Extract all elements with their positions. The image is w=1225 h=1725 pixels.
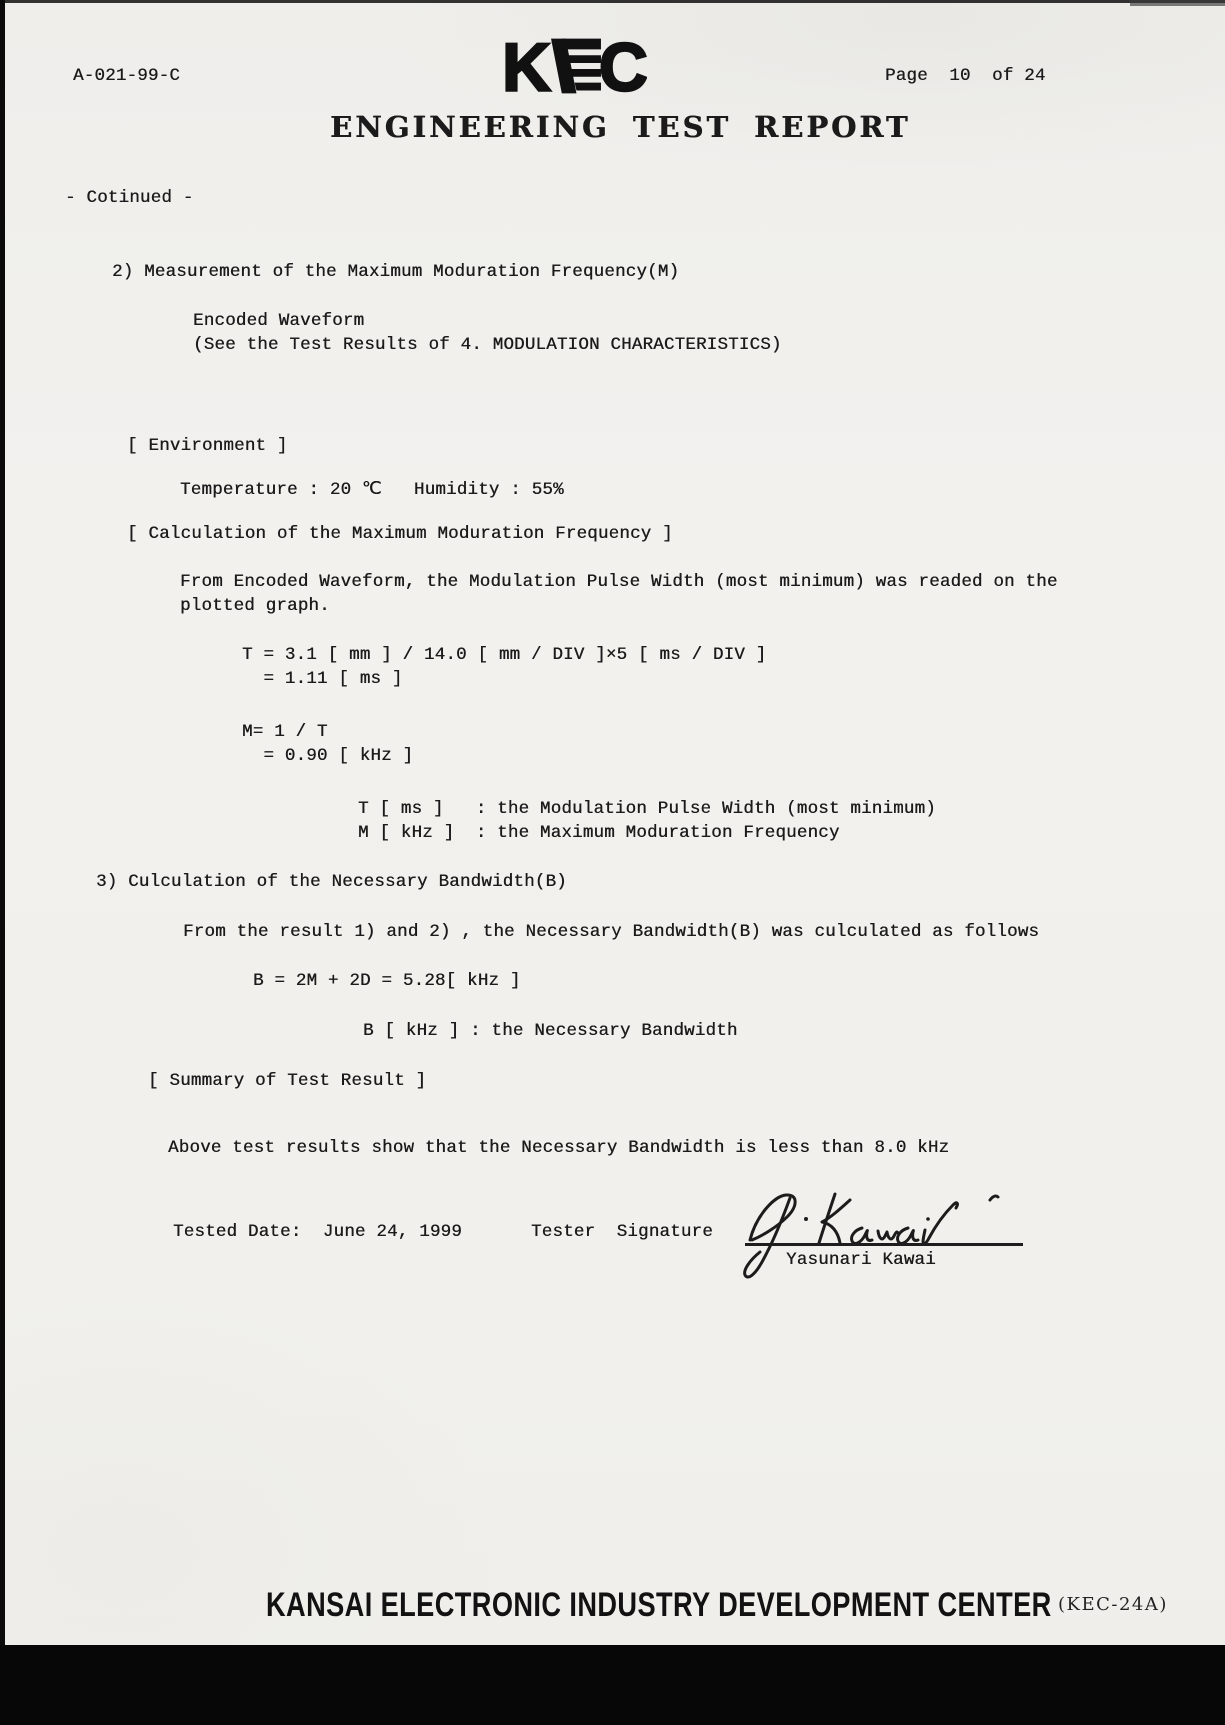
encoded-waveform-label: Encoded Waveform: [193, 311, 365, 331]
formula-m-line2: = 0.90 [ kHz ]: [242, 746, 414, 766]
tester-signature-handwriting: [738, 1188, 1028, 1288]
formula-t-line2: = 1.11 [ ms ]: [242, 669, 403, 689]
organization-name: KANSAI ELECTRONIC INDUSTRY DEVELOPMENT CENTER: [266, 1586, 1052, 1624]
calculation-paragraph-line2: plotted graph.: [180, 596, 330, 616]
scan-left-edge: [0, 0, 5, 1725]
legend-t: T [ ms ] : the Modulation Pulse Width (most minimum): [358, 799, 936, 819]
formula-m-line1: M= 1 / T: [242, 722, 328, 742]
scan-top-edge: [0, 0, 1225, 3]
environment-values: Temperature : 20 ℃ Humidity : 55%: [180, 480, 564, 500]
signature-underline: [745, 1243, 1023, 1246]
tested-date: Tested Date: June 24, 1999: [173, 1222, 462, 1242]
legend-m: M [ kHz ] : the Maximum Moduration Frequency: [358, 823, 840, 843]
svg-text:K: K: [505, 34, 551, 98]
page-title: ENGINEERING TEST REPORT: [330, 110, 911, 144]
calculation-heading: [ Calculation of the Maximum Moduration Frequency ]: [127, 524, 673, 544]
summary-statement: Above test results show that the Necessary Bandwidth is less than 8.0 kHz: [168, 1138, 950, 1158]
legend-b: B [ kHz ] : the Necessary Bandwidth: [363, 1021, 738, 1041]
formula-b: B = 2M + 2D = 5.28[ kHz ]: [253, 971, 521, 991]
doc-number: A-021-99-C: [73, 66, 181, 86]
section3-paragraph: From the result 1) and 2) , the Necessary Bandwidth(B) was culculated as follows: [183, 922, 1040, 942]
signer-printed-name: Yasunari Kawai: [786, 1250, 936, 1270]
tester-signature-label: Tester Signature: [531, 1222, 713, 1242]
see-test-results-note: (See the Test Results of 4. MODULATION CHARACTERISTICS): [193, 335, 782, 355]
kec-logo: [505, 34, 647, 98]
environment-heading: [ Environment ]: [127, 436, 288, 456]
kec-logo-icon: [505, 34, 647, 98]
section3-heading: 3) Culculation of the Necessary Bandwidth(B): [96, 872, 567, 892]
summary-heading: [ Summary of Test Result ]: [148, 1071, 427, 1091]
formula-t-line1: T = 3.1 [ mm ] / 14.0 [ mm / DIV ]×5 [ ms / DIV ]: [242, 645, 767, 665]
svg-text:C: C: [599, 34, 647, 98]
page-indicator: Page 10 of 24: [885, 66, 1046, 86]
scan-bottom-band: [0, 1645, 1225, 1725]
continued-note: - Cotinued -: [65, 188, 194, 208]
calculation-paragraph-line1: From Encoded Waveform, the Modulation Pulse Width (most minimum) was readed on the: [180, 572, 1058, 592]
section2-heading: 2) Measurement of the Maximum Moduration Frequency(M): [112, 262, 680, 282]
form-code: (KEC-24A): [1058, 1594, 1168, 1615]
scan-top-right-edge: [1130, 0, 1225, 6]
